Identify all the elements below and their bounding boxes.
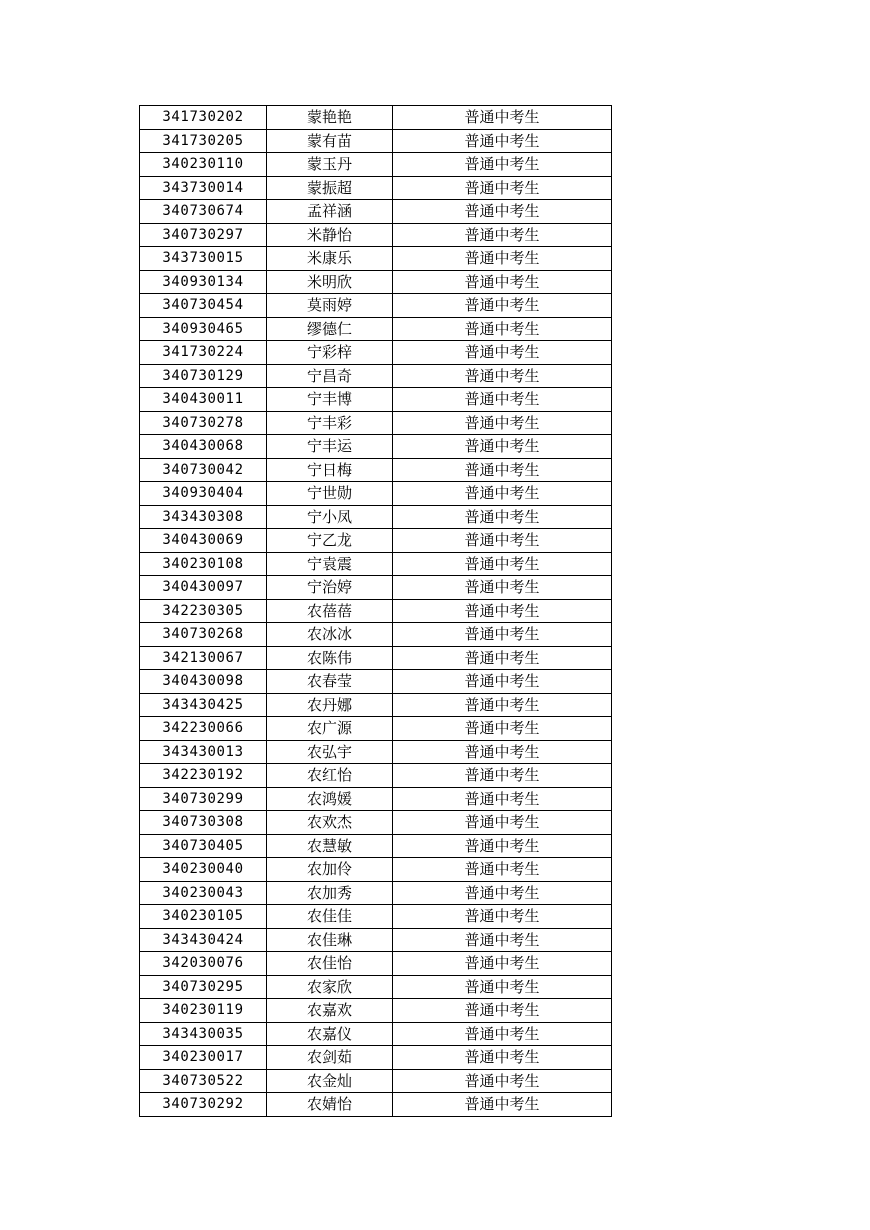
table-row [140,670,612,694]
candidate-id-cell: 343430425 [140,693,267,717]
candidate-type-cell: 普通中考生 [393,787,612,811]
table-row [140,317,612,341]
table-row [140,1046,612,1070]
table-row [140,129,612,153]
table-row [140,576,612,600]
student-name-cell: 农红怡 [267,764,393,788]
candidate-id-cell: 340230105 [140,905,267,929]
student-name-cell: 宁世勋 [267,482,393,506]
candidate-type-cell: 普通中考生 [393,764,612,788]
table-row [140,811,612,835]
student-name-cell: 农剑茹 [267,1046,393,1070]
student-name-cell: 米静怡 [267,223,393,247]
candidate-id-cell: 340230040 [140,858,267,882]
candidate-type-cell: 普通中考生 [393,999,612,1023]
student-name-cell: 农佳佳 [267,905,393,929]
candidate-id-cell: 340430011 [140,388,267,412]
table-row [140,952,612,976]
table-row [140,388,612,412]
candidate-type-cell: 普通中考生 [393,717,612,741]
candidate-id-cell: 342030076 [140,952,267,976]
student-name-cell: 农春莹 [267,670,393,694]
student-name-cell: 农嘉欢 [267,999,393,1023]
student-name-cell: 米明欣 [267,270,393,294]
candidate-id-cell: 341730205 [140,129,267,153]
student-name-cell: 蒙艳艳 [267,106,393,130]
table-row [140,693,612,717]
student-name-cell: 宁小凤 [267,505,393,529]
table-row [140,482,612,506]
student-list-table [139,105,612,1117]
student-name-cell: 缪德仁 [267,317,393,341]
table-row [140,834,612,858]
table-row [140,458,612,482]
candidate-type-cell: 普通中考生 [393,975,612,999]
student-name-cell: 农广源 [267,717,393,741]
candidate-type-cell: 普通中考生 [393,341,612,365]
table-row [140,1022,612,1046]
table-row [140,740,612,764]
table-row [140,294,612,318]
candidate-type-cell: 普通中考生 [393,646,612,670]
candidate-id-cell: 340230043 [140,881,267,905]
candidate-type-cell: 普通中考生 [393,1022,612,1046]
student-name-cell: 宁丰彩 [267,411,393,435]
candidate-type-cell: 普通中考生 [393,552,612,576]
student-name-cell: 农丹娜 [267,693,393,717]
table-row [140,106,612,130]
candidate-id-cell: 340730297 [140,223,267,247]
table-row [140,787,612,811]
candidate-id-cell: 343730015 [140,247,267,271]
candidate-type-cell: 普通中考生 [393,317,612,341]
candidate-id-cell: 340230119 [140,999,267,1023]
candidate-type-cell: 普通中考生 [393,458,612,482]
student-name-cell: 农金灿 [267,1069,393,1093]
candidate-type-cell: 普通中考生 [393,129,612,153]
candidate-id-cell: 340730308 [140,811,267,835]
candidate-type-cell: 普通中考生 [393,834,612,858]
student-name-cell: 农弘宇 [267,740,393,764]
candidate-id-cell: 343730014 [140,176,267,200]
candidate-id-cell: 340730299 [140,787,267,811]
student-name-cell: 米康乐 [267,247,393,271]
candidate-id-cell: 342230192 [140,764,267,788]
candidate-type-cell: 普通中考生 [393,693,612,717]
student-name-cell: 宁治婷 [267,576,393,600]
table-row [140,905,612,929]
student-name-cell: 农欢杰 [267,811,393,835]
table-row [140,928,612,952]
table-row [140,623,612,647]
student-name-cell: 农陈伟 [267,646,393,670]
candidate-type-cell: 普通中考生 [393,364,612,388]
candidate-id-cell: 342230066 [140,717,267,741]
table-row [140,975,612,999]
candidate-id-cell: 342130067 [140,646,267,670]
candidate-type-cell: 普通中考生 [393,435,612,459]
candidate-id-cell: 340430068 [140,435,267,459]
candidate-type-cell: 普通中考生 [393,881,612,905]
student-name-cell: 蒙振超 [267,176,393,200]
candidate-id-cell: 340930404 [140,482,267,506]
candidate-id-cell: 341730202 [140,106,267,130]
student-name-cell: 宁乙龙 [267,529,393,553]
table-row [140,552,612,576]
candidate-id-cell: 343430013 [140,740,267,764]
candidate-id-cell: 340730278 [140,411,267,435]
candidate-type-cell: 普通中考生 [393,176,612,200]
candidate-type-cell: 普通中考生 [393,576,612,600]
table-row [140,364,612,388]
student-list-body [140,106,612,1117]
student-name-cell: 农加秀 [267,881,393,905]
candidate-id-cell: 341730224 [140,341,267,365]
student-name-cell: 宁日梅 [267,458,393,482]
candidate-id-cell: 340430097 [140,576,267,600]
table-row [140,223,612,247]
candidate-type-cell: 普通中考生 [393,294,612,318]
candidate-type-cell: 普通中考生 [393,811,612,835]
student-name-cell: 宁昌奇 [267,364,393,388]
candidate-type-cell: 普通中考生 [393,670,612,694]
candidate-type-cell: 普通中考生 [393,905,612,929]
table-row [140,1093,612,1117]
table-row [140,764,612,788]
table-row [140,858,612,882]
candidate-id-cell: 340730405 [140,834,267,858]
candidate-type-cell: 普通中考生 [393,200,612,224]
student-name-cell: 农蓓蓓 [267,599,393,623]
student-name-cell: 宁丰博 [267,388,393,412]
candidate-type-cell: 普通中考生 [393,247,612,271]
candidate-type-cell: 普通中考生 [393,388,612,412]
table-row [140,529,612,553]
candidate-id-cell: 340430098 [140,670,267,694]
student-name-cell: 农佳怡 [267,952,393,976]
candidate-type-cell: 普通中考生 [393,153,612,177]
candidate-type-cell: 普通中考生 [393,740,612,764]
student-name-cell: 莫雨婷 [267,294,393,318]
student-name-cell: 宁袁震 [267,552,393,576]
candidate-type-cell: 普通中考生 [393,623,612,647]
table-row [140,200,612,224]
candidate-id-cell: 343430308 [140,505,267,529]
candidate-type-cell: 普通中考生 [393,529,612,553]
table-row [140,717,612,741]
table-row [140,435,612,459]
candidate-id-cell: 342230305 [140,599,267,623]
student-name-cell: 孟祥涵 [267,200,393,224]
candidate-id-cell: 340730042 [140,458,267,482]
candidate-type-cell: 普通中考生 [393,223,612,247]
candidate-type-cell: 普通中考生 [393,1069,612,1093]
table-row [140,247,612,271]
table-row [140,599,612,623]
candidate-id-cell: 340730129 [140,364,267,388]
table-row [140,341,612,365]
student-name-cell: 蒙玉丹 [267,153,393,177]
candidate-id-cell: 340430069 [140,529,267,553]
candidate-type-cell: 普通中考生 [393,106,612,130]
student-name-cell: 蒙有苗 [267,129,393,153]
candidate-id-cell: 340730268 [140,623,267,647]
candidate-type-cell: 普通中考生 [393,952,612,976]
candidate-id-cell: 340730674 [140,200,267,224]
candidate-type-cell: 普通中考生 [393,482,612,506]
candidate-id-cell: 343430035 [140,1022,267,1046]
student-name-cell: 农冰冰 [267,623,393,647]
table-row [140,646,612,670]
candidate-id-cell: 340930134 [140,270,267,294]
candidate-id-cell: 340730454 [140,294,267,318]
table-row [140,1069,612,1093]
candidate-id-cell: 343430424 [140,928,267,952]
candidate-type-cell: 普通中考生 [393,1046,612,1070]
candidate-id-cell: 340730295 [140,975,267,999]
candidate-type-cell: 普通中考生 [393,270,612,294]
table-row [140,270,612,294]
table-row [140,176,612,200]
student-name-cell: 农佳琳 [267,928,393,952]
candidate-id-cell: 340230108 [140,552,267,576]
student-name-cell: 农慧敏 [267,834,393,858]
candidate-type-cell: 普通中考生 [393,1093,612,1117]
student-name-cell: 农家欣 [267,975,393,999]
candidate-type-cell: 普通中考生 [393,411,612,435]
candidate-type-cell: 普通中考生 [393,928,612,952]
table-row [140,153,612,177]
student-name-cell: 农鸿媛 [267,787,393,811]
candidate-id-cell: 340730522 [140,1069,267,1093]
student-list-table-wrapper [139,105,612,1117]
table-row [140,505,612,529]
table-row [140,411,612,435]
candidate-type-cell: 普通中考生 [393,858,612,882]
candidate-type-cell: 普通中考生 [393,505,612,529]
candidate-id-cell: 340730292 [140,1093,267,1117]
student-name-cell: 农婧怡 [267,1093,393,1117]
student-name-cell: 宁彩梓 [267,341,393,365]
candidate-id-cell: 340230017 [140,1046,267,1070]
table-row [140,881,612,905]
candidate-id-cell: 340930465 [140,317,267,341]
candidate-type-cell: 普通中考生 [393,599,612,623]
student-name-cell: 农加伶 [267,858,393,882]
student-name-cell: 农嘉仪 [267,1022,393,1046]
candidate-id-cell: 340230110 [140,153,267,177]
student-name-cell: 宁丰运 [267,435,393,459]
table-row [140,999,612,1023]
